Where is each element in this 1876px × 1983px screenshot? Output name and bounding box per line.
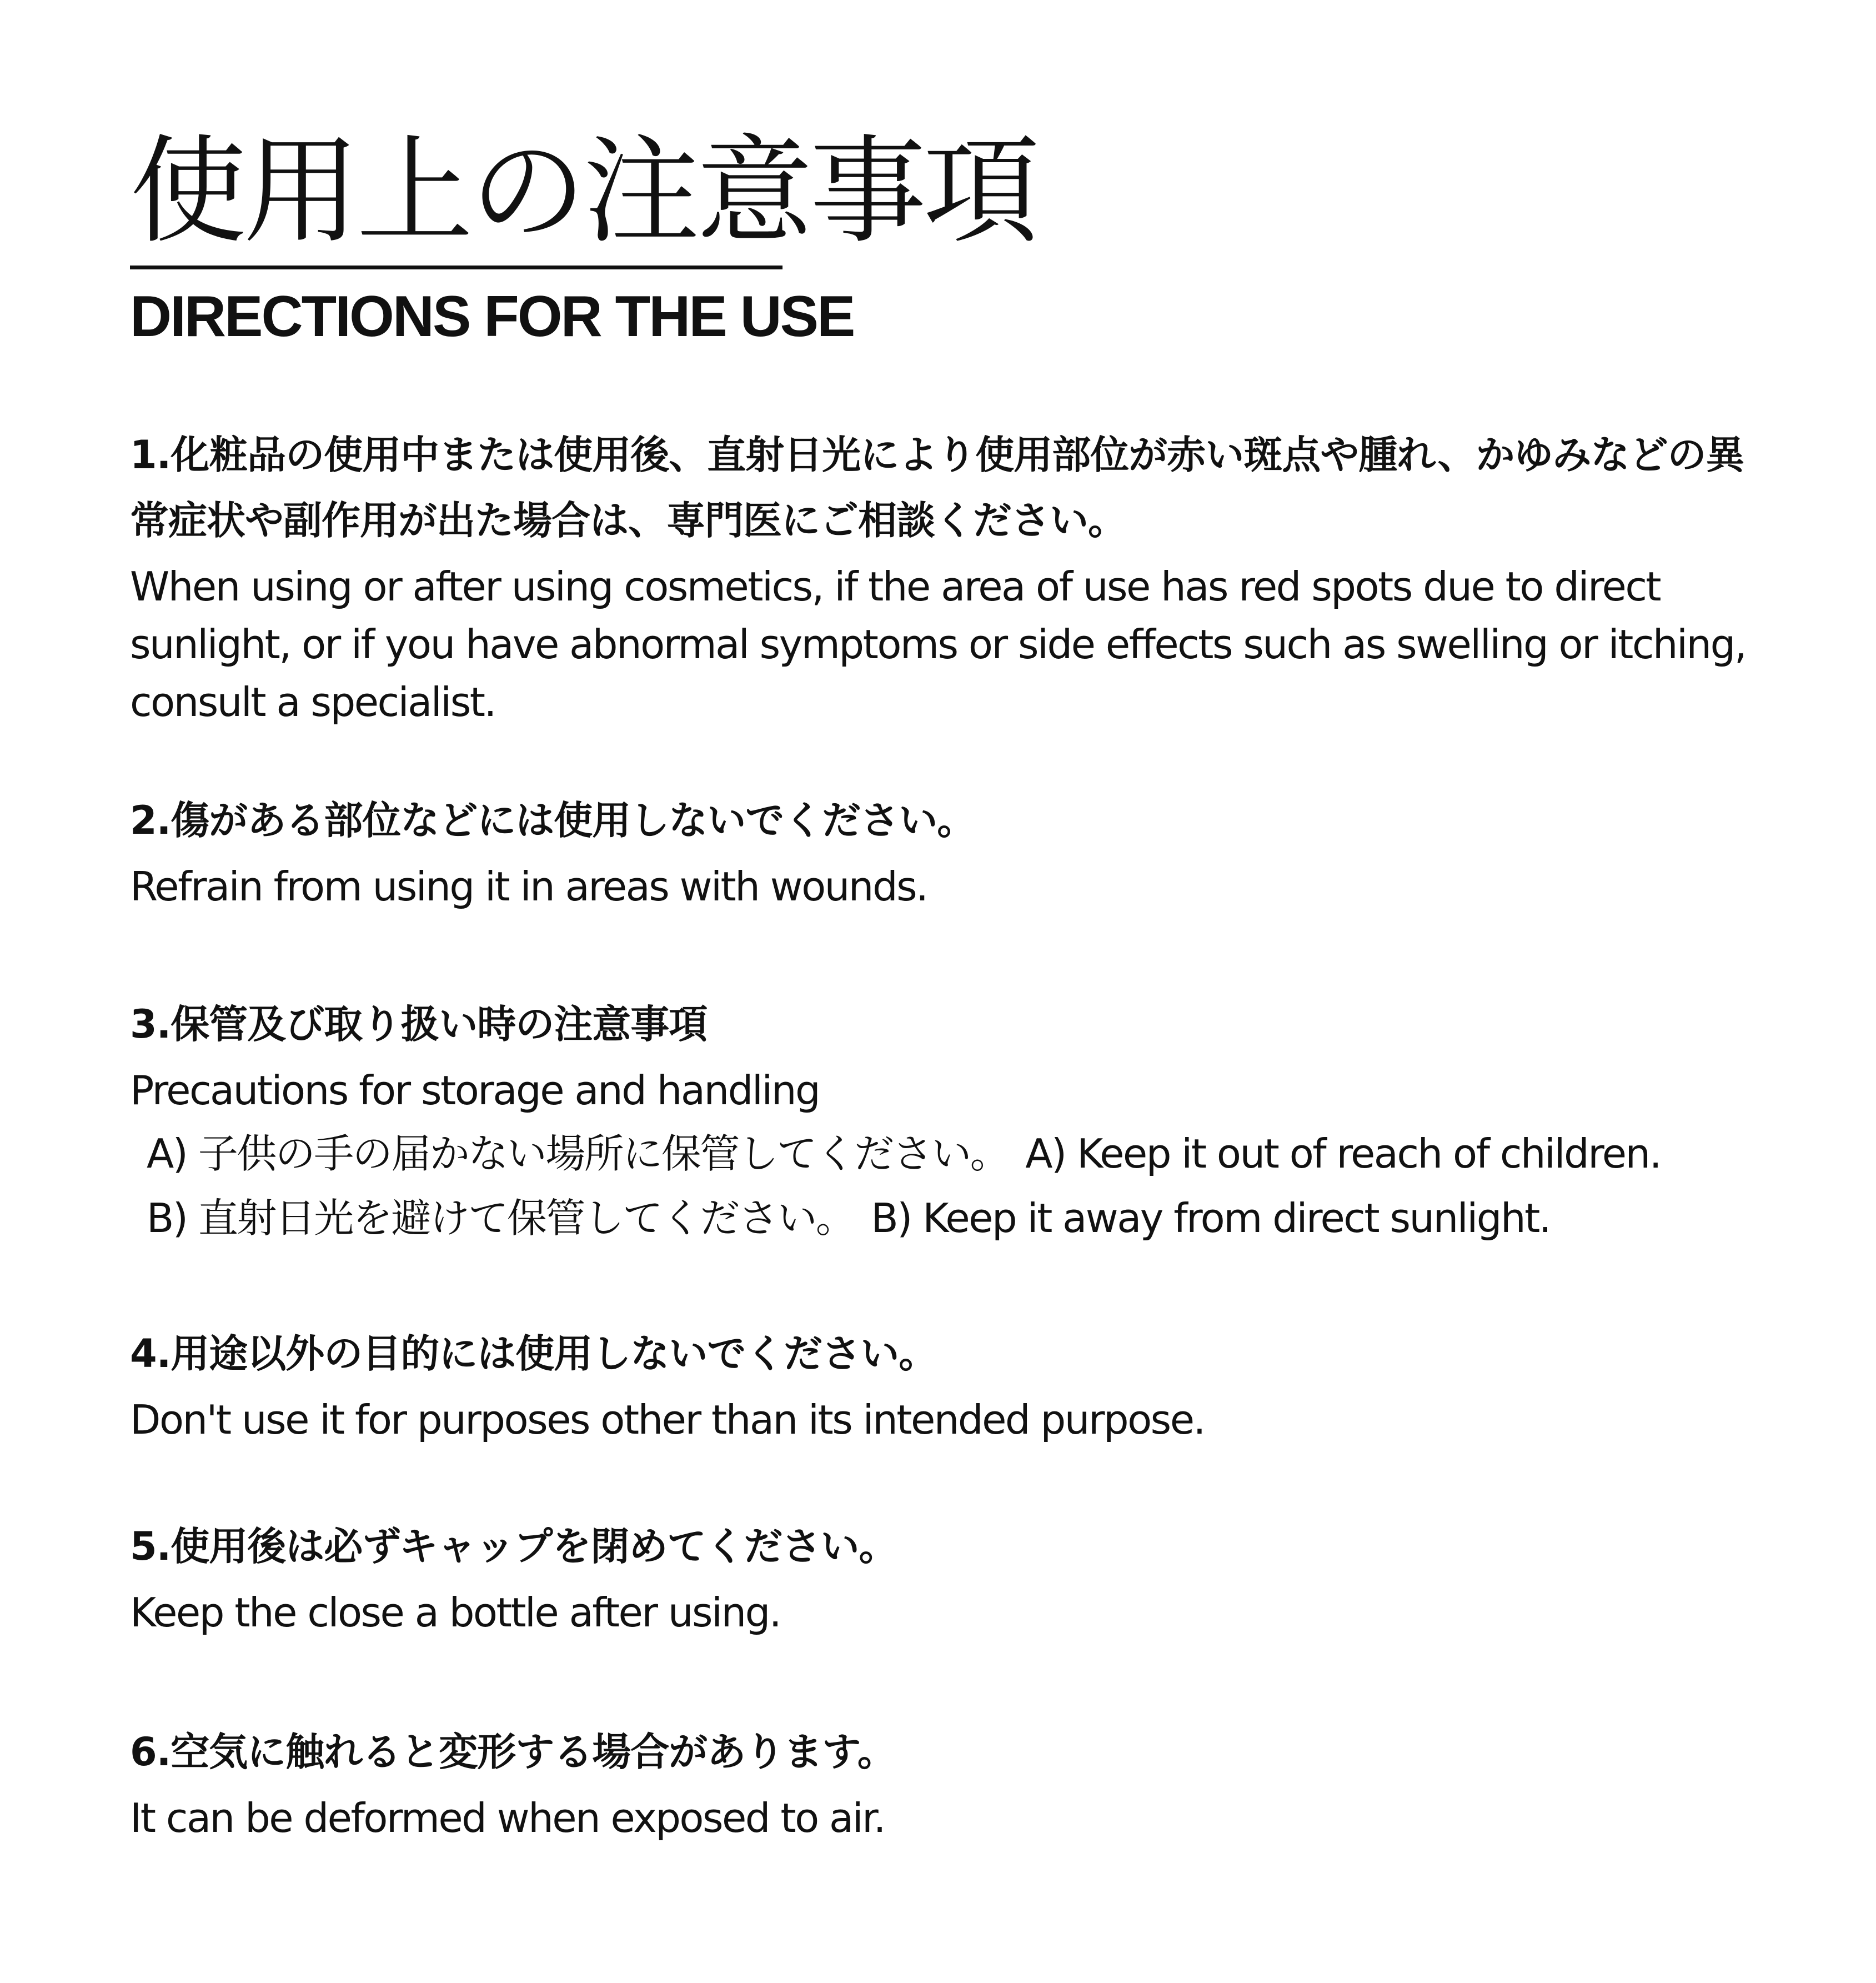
section-2-heading: 2.傷がある部位などには使用しないでください。 — [130, 798, 976, 843]
section-2 — [130, 788, 1774, 915]
section-6-text: It can be deformed when exposed to air. — [130, 1795, 885, 1841]
section-2-text: Refrain from using it in areas with wounds. — [130, 863, 927, 910]
section-4-heading: 4.用途以外の目的には使用しないでください。 — [130, 1331, 937, 1376]
section-3-heading: 3.保管及び取り扱い時の注意事項 — [130, 1001, 708, 1047]
section-1-heading: 1.化粧品の使用中または使用後、直射日光により使用部位が赤い斑点や腫れ、かゆみなどの異常症状や副作用が出た場合は、専門医にご相談ください。 — [130, 432, 1744, 543]
section-3 — [130, 992, 1774, 1250]
list-item-ja: B) 直射日光を避けて保管してください。 — [147, 1195, 855, 1241]
list-item-ja: A) 子供の手の届かない場所に保管してください。 — [147, 1130, 1009, 1177]
list-item — [147, 1186, 1774, 1250]
list-item-en: A) Keep it out of reach of children. — [1025, 1130, 1661, 1177]
section-5-text: Keep the close a bottle after using. — [130, 1589, 781, 1636]
section-5 — [130, 1514, 1774, 1641]
section-3-text: Precautions for storage and handling — [130, 1067, 820, 1114]
page-title-en: DIRECTIONS FOR THE USE — [130, 284, 854, 349]
title-underline — [130, 266, 782, 269]
section-1 — [130, 422, 1774, 731]
section-6 — [130, 1719, 1774, 1847]
section-3-list — [130, 1121, 1774, 1250]
section-4 — [130, 1321, 1774, 1449]
section-5-heading: 5.使用後は必ずキャップを閉めてください。 — [130, 1524, 897, 1569]
section-4-text: Don't use it for purposes other than its intended purpose. — [130, 1396, 1205, 1443]
list-item — [147, 1121, 1774, 1186]
section-1-text: When using or after using cosmetics, if the area of use has red spots due to direct sunlight, or if you have abnormal symptoms or side effects such as swelling or itching, consult a specialist. — [130, 563, 1746, 725]
page-title-ja: 使用上の注意事項 — [130, 123, 1037, 259]
section-6-heading: 6.空気に触れると変形する場合があります。 — [130, 1729, 896, 1775]
list-item-en: B) Keep it away from direct sunlight. — [871, 1195, 1551, 1241]
